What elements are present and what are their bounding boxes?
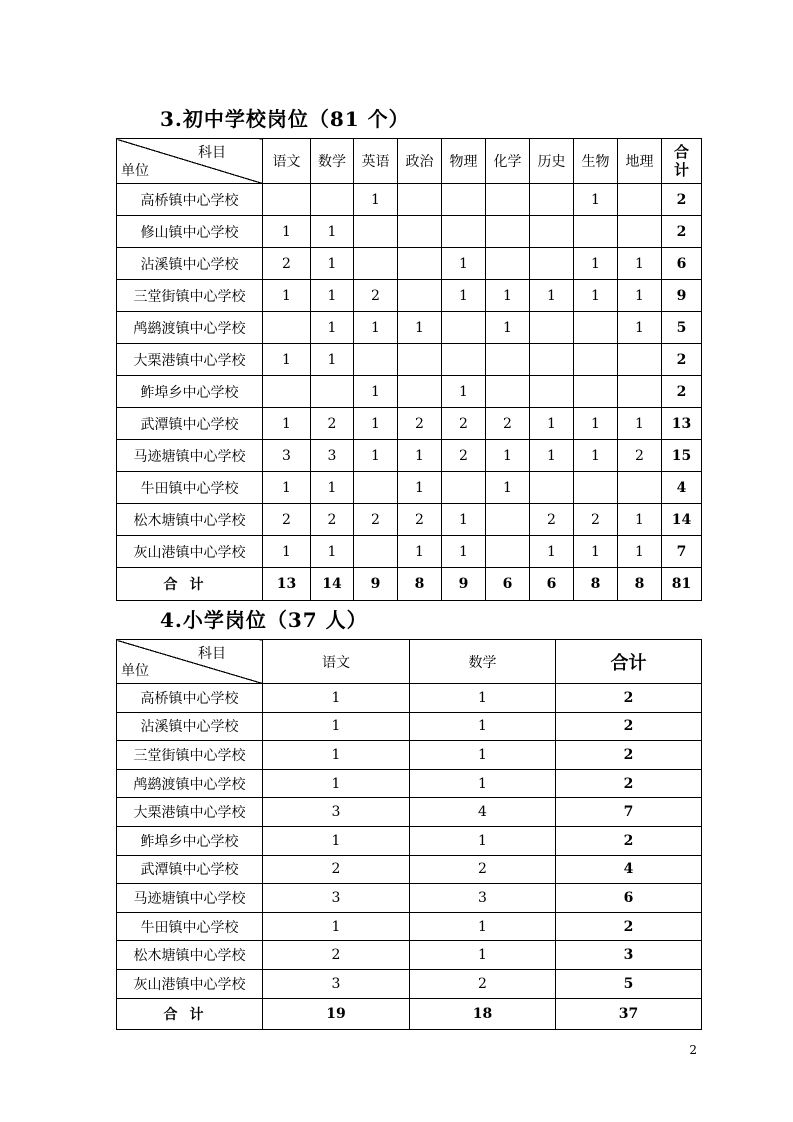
table-row <box>117 941 702 970</box>
count-cell <box>354 536 398 568</box>
count-cell <box>398 376 442 408</box>
count-cell: 2 <box>263 504 311 536</box>
count-cell: 1 <box>442 376 486 408</box>
count-cell: 2 <box>354 504 398 536</box>
total-header-text: 合计 <box>610 652 647 674</box>
count-cell <box>398 344 442 376</box>
unit-name-cell: 鲊埠乡中心学校 <box>117 826 263 855</box>
unit-name-cell: 鲊埠乡中心学校 <box>117 376 263 408</box>
corner-header <box>117 139 263 184</box>
count-cell <box>486 248 530 280</box>
subject-header: 语文 <box>263 640 410 684</box>
count-cell: 2 <box>311 504 354 536</box>
unit-name-cell: 灰山港镇中心学校 <box>117 969 263 998</box>
count-cell <box>530 184 574 216</box>
count-cell <box>574 376 618 408</box>
count-cell: 2 <box>574 504 618 536</box>
count-cell: 1 <box>263 826 410 855</box>
corner-unit-label: 单位 <box>121 663 149 679</box>
count-cell <box>618 344 662 376</box>
count-cell <box>354 248 398 280</box>
count-cell: 2 <box>263 855 410 884</box>
table-row <box>117 216 702 248</box>
count-cell <box>574 344 618 376</box>
count-cell: 1 <box>574 440 618 472</box>
count-cell: 2 <box>442 408 486 440</box>
count-cell: 1 <box>263 912 410 941</box>
table-row <box>117 440 702 472</box>
unit-name-cell: 高桥镇中心学校 <box>117 684 263 713</box>
count-cell <box>530 344 574 376</box>
count-cell: 3 <box>263 440 311 472</box>
unit-name-cell: 牛田镇中心学校 <box>117 912 263 941</box>
count-cell <box>574 472 618 504</box>
count-cell <box>442 184 486 216</box>
subject-header: 物理 <box>442 139 486 184</box>
row-total-cell: 9 <box>662 280 702 312</box>
corner-unit-label: 单位 <box>121 163 149 179</box>
table-row <box>117 312 702 344</box>
count-cell <box>486 504 530 536</box>
table-row <box>117 741 702 770</box>
row-total-cell: 4 <box>662 472 702 504</box>
unit-name-cell: 灰山港镇中心学校 <box>117 536 263 568</box>
count-cell: 1 <box>311 472 354 504</box>
unit-name-cell: 武潭镇中心学校 <box>117 408 263 440</box>
count-cell: 1 <box>311 280 354 312</box>
table-row <box>117 504 702 536</box>
table-row <box>117 248 702 280</box>
column-total-cell: 6 <box>530 568 574 601</box>
count-cell: 1 <box>486 440 530 472</box>
unit-name-cell: 修山镇中心学校 <box>117 216 263 248</box>
count-cell <box>574 216 618 248</box>
count-cell: 1 <box>410 941 556 970</box>
column-total-cell: 8 <box>398 568 442 601</box>
count-cell <box>398 216 442 248</box>
unit-name-cell: 鸬鹚渡镇中心学校 <box>117 312 263 344</box>
corner-subject-label: 科目 <box>198 646 226 662</box>
count-cell: 2 <box>486 408 530 440</box>
total-header-line: 合 <box>673 143 689 161</box>
table-row <box>117 344 702 376</box>
unit-name-cell: 马迹塘镇中心学校 <box>117 440 263 472</box>
row-total-cell: 7 <box>662 536 702 568</box>
count-cell: 2 <box>311 408 354 440</box>
table-row <box>117 376 702 408</box>
count-cell: 2 <box>354 280 398 312</box>
grand-total-cell: 81 <box>662 568 702 601</box>
count-cell <box>574 312 618 344</box>
table-row <box>117 969 702 998</box>
table-row <box>117 798 702 827</box>
count-cell: 1 <box>263 216 311 248</box>
count-cell: 2 <box>442 440 486 472</box>
table-row <box>117 912 702 941</box>
count-cell <box>263 312 311 344</box>
count-cell: 1 <box>263 472 311 504</box>
count-cell <box>442 216 486 248</box>
count-cell: 1 <box>410 712 556 741</box>
count-cell: 1 <box>530 280 574 312</box>
count-cell: 4 <box>410 798 556 827</box>
total-header-text <box>674 143 689 179</box>
row-total-cell: 5 <box>556 969 702 998</box>
count-cell <box>486 536 530 568</box>
count-cell: 1 <box>574 248 618 280</box>
count-cell: 1 <box>354 184 398 216</box>
subject-header: 地理 <box>618 139 662 184</box>
count-cell: 2 <box>410 855 556 884</box>
column-total-cell: 19 <box>263 998 410 1029</box>
subject-header: 化学 <box>486 139 530 184</box>
table-row <box>117 536 702 568</box>
unit-name-cell: 沾溪镇中心学校 <box>117 712 263 741</box>
count-cell <box>530 312 574 344</box>
count-cell: 1 <box>618 248 662 280</box>
header-row <box>117 139 702 184</box>
count-cell: 1 <box>263 344 311 376</box>
count-cell: 1 <box>618 536 662 568</box>
count-cell <box>354 216 398 248</box>
count-cell: 2 <box>618 440 662 472</box>
count-cell: 2 <box>398 408 442 440</box>
unit-name-cell: 松木塘镇中心学校 <box>117 941 263 970</box>
column-total-cell: 14 <box>311 568 354 601</box>
column-total-cell: 8 <box>574 568 618 601</box>
row-total-cell: 2 <box>556 912 702 941</box>
count-cell <box>398 248 442 280</box>
subject-header: 英语 <box>354 139 398 184</box>
row-total-cell: 2 <box>556 684 702 713</box>
unit-name-cell: 三堂街镇中心学校 <box>117 741 263 770</box>
count-cell: 1 <box>442 536 486 568</box>
column-total-cell: 9 <box>442 568 486 601</box>
column-total-cell: 6 <box>486 568 530 601</box>
table-row <box>117 826 702 855</box>
count-cell: 1 <box>263 280 311 312</box>
unit-name-cell: 三堂街镇中心学校 <box>117 280 263 312</box>
row-total-cell: 14 <box>662 504 702 536</box>
row-total-cell: 2 <box>556 741 702 770</box>
row-total-cell: 2 <box>556 826 702 855</box>
count-cell: 3 <box>263 884 410 913</box>
count-cell <box>530 472 574 504</box>
unit-name-cell: 武潭镇中心学校 <box>117 855 263 884</box>
count-cell: 1 <box>618 312 662 344</box>
count-cell: 1 <box>398 440 442 472</box>
count-cell: 1 <box>263 769 410 798</box>
unit-name-cell: 大栗港镇中心学校 <box>117 344 263 376</box>
count-cell: 1 <box>574 536 618 568</box>
middle-school-positions-table <box>116 138 702 601</box>
count-cell <box>618 184 662 216</box>
count-cell: 1 <box>263 741 410 770</box>
unit-name-cell: 马迹塘镇中心学校 <box>117 884 263 913</box>
row-total-cell: 2 <box>662 184 702 216</box>
unit-name-cell: 沾溪镇中心学校 <box>117 248 263 280</box>
count-cell: 1 <box>311 248 354 280</box>
row-total-cell: 2 <box>556 769 702 798</box>
count-cell: 1 <box>442 280 486 312</box>
row-total-cell: 2 <box>556 712 702 741</box>
count-cell <box>442 344 486 376</box>
count-cell: 1 <box>263 536 311 568</box>
table-row <box>117 684 702 713</box>
row-total-cell: 4 <box>556 855 702 884</box>
count-cell: 2 <box>263 941 410 970</box>
count-cell <box>311 184 354 216</box>
subject-header: 政治 <box>398 139 442 184</box>
count-cell <box>530 376 574 408</box>
table-row <box>117 712 702 741</box>
count-cell <box>398 184 442 216</box>
count-cell: 1 <box>442 248 486 280</box>
unit-name-cell: 牛田镇中心学校 <box>117 472 263 504</box>
count-cell <box>486 184 530 216</box>
count-cell: 1 <box>410 912 556 941</box>
header-row <box>117 640 702 684</box>
row-total-cell: 15 <box>662 440 702 472</box>
table-row <box>117 280 702 312</box>
count-cell <box>263 376 311 408</box>
column-total-cell: 18 <box>410 998 556 1029</box>
row-total-cell: 2 <box>662 216 702 248</box>
count-cell: 1 <box>311 216 354 248</box>
corner-header <box>117 640 263 684</box>
count-cell: 1 <box>442 504 486 536</box>
count-cell: 1 <box>311 312 354 344</box>
count-cell: 3 <box>410 884 556 913</box>
column-total-cell: 8 <box>618 568 662 601</box>
count-cell <box>442 312 486 344</box>
count-cell: 1 <box>618 408 662 440</box>
count-cell: 2 <box>410 969 556 998</box>
count-cell: 3 <box>311 440 354 472</box>
total-header <box>556 640 702 684</box>
count-cell: 1 <box>486 312 530 344</box>
table-row <box>117 184 702 216</box>
count-cell: 1 <box>410 741 556 770</box>
count-cell: 1 <box>530 536 574 568</box>
subject-header: 生物 <box>574 139 618 184</box>
unit-name-cell: 大栗港镇中心学校 <box>117 798 263 827</box>
count-cell <box>311 376 354 408</box>
count-cell <box>486 344 530 376</box>
count-cell: 2 <box>263 248 311 280</box>
table-row <box>117 884 702 913</box>
totals-label: 合计 <box>117 568 263 601</box>
total-header-line: 计 <box>673 161 689 179</box>
row-total-cell: 13 <box>662 408 702 440</box>
count-cell: 1 <box>398 472 442 504</box>
subject-header: 历史 <box>530 139 574 184</box>
count-cell: 1 <box>618 280 662 312</box>
page-number: 2 <box>689 1043 697 1057</box>
count-cell <box>486 216 530 248</box>
unit-name-cell: 鸬鹚渡镇中心学校 <box>117 769 263 798</box>
count-cell: 1 <box>574 280 618 312</box>
count-cell <box>530 248 574 280</box>
primary-school-positions-table <box>116 639 702 1030</box>
table-row <box>117 408 702 440</box>
row-total-cell: 6 <box>662 248 702 280</box>
count-cell: 1 <box>618 504 662 536</box>
table-row <box>117 769 702 798</box>
unit-name-cell: 松木塘镇中心学校 <box>117 504 263 536</box>
count-cell: 1 <box>574 408 618 440</box>
totals-row <box>117 998 702 1029</box>
unit-name-cell: 高桥镇中心学校 <box>117 184 263 216</box>
count-cell: 1 <box>410 684 556 713</box>
grand-total-cell: 37 <box>556 998 702 1029</box>
count-cell <box>354 344 398 376</box>
count-cell: 1 <box>530 440 574 472</box>
count-cell: 1 <box>398 536 442 568</box>
count-cell: 1 <box>354 440 398 472</box>
section-3-heading: 3.初中学校岗位（81 个） <box>160 107 410 131</box>
row-total-cell: 5 <box>662 312 702 344</box>
table-row <box>117 472 702 504</box>
row-total-cell: 2 <box>662 344 702 376</box>
totals-row <box>117 568 702 601</box>
column-total-cell: 13 <box>263 568 311 601</box>
count-cell <box>398 280 442 312</box>
column-total-cell: 9 <box>354 568 398 601</box>
row-total-cell: 7 <box>556 798 702 827</box>
count-cell: 1 <box>263 684 410 713</box>
count-cell: 3 <box>263 969 410 998</box>
count-cell: 1 <box>410 826 556 855</box>
count-cell: 1 <box>398 312 442 344</box>
count-cell: 1 <box>486 280 530 312</box>
count-cell: 1 <box>311 536 354 568</box>
row-total-cell: 3 <box>556 941 702 970</box>
row-total-cell: 6 <box>556 884 702 913</box>
count-cell <box>442 472 486 504</box>
count-cell: 3 <box>263 798 410 827</box>
count-cell <box>263 184 311 216</box>
subject-header: 语文 <box>263 139 311 184</box>
totals-label: 合计 <box>117 998 263 1029</box>
count-cell: 1 <box>311 344 354 376</box>
table-row <box>117 855 702 884</box>
section-4-heading: 4.小学岗位（37 人） <box>160 608 368 632</box>
count-cell: 1 <box>263 712 410 741</box>
subject-header: 数学 <box>410 640 556 684</box>
count-cell <box>486 376 530 408</box>
total-header <box>662 139 702 184</box>
count-cell: 1 <box>354 408 398 440</box>
count-cell <box>618 472 662 504</box>
subject-header: 数学 <box>311 139 354 184</box>
count-cell: 2 <box>398 504 442 536</box>
count-cell <box>618 216 662 248</box>
count-cell: 1 <box>263 408 311 440</box>
count-cell: 1 <box>354 312 398 344</box>
count-cell: 1 <box>486 472 530 504</box>
count-cell: 2 <box>530 504 574 536</box>
count-cell <box>530 216 574 248</box>
corner-subject-label: 科目 <box>198 145 226 161</box>
count-cell: 1 <box>410 769 556 798</box>
count-cell: 1 <box>574 184 618 216</box>
count-cell: 1 <box>530 408 574 440</box>
count-cell: 1 <box>354 376 398 408</box>
row-total-cell: 2 <box>662 376 702 408</box>
count-cell <box>618 376 662 408</box>
count-cell <box>354 472 398 504</box>
